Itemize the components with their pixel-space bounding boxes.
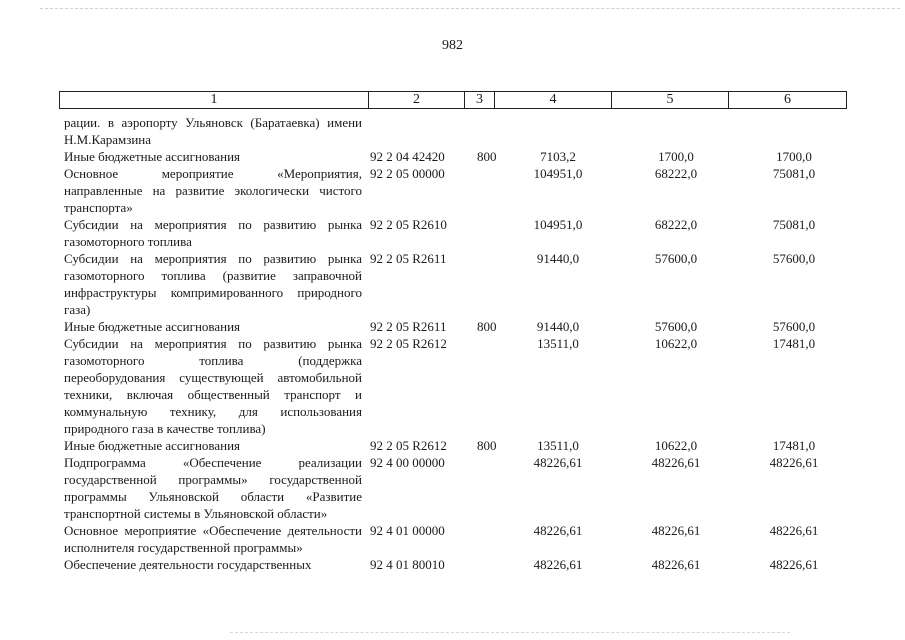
row-code: 92 2 05 R2610 bbox=[370, 217, 447, 232]
row-code: 92 2 04 42420 bbox=[370, 149, 445, 164]
row-name: Субсидии на мероприятия по развитию рынка газомоторного топлива bbox=[64, 217, 362, 249]
header-col-3: 3 bbox=[465, 92, 495, 108]
row-value-col5: 57600,0 bbox=[654, 319, 698, 334]
table-row bbox=[64, 250, 854, 318]
row-value-col6: 17481,0 bbox=[772, 438, 816, 453]
row-value-col6: 75081,0 bbox=[772, 166, 816, 181]
row-value-col6: 17481,0 bbox=[772, 336, 816, 351]
row-code: 92 2 05 00000 bbox=[370, 166, 445, 181]
row-name: Субсидии на мероприятия по развитию рынка газомоторного топлива (поддержка переоборудования существующей автомобильной техники, включая общественный транспорт и коммунальную технику, для использования природного газа в качестве топлива) bbox=[64, 336, 362, 436]
row-code: 92 4 00 00000 bbox=[370, 455, 445, 470]
row-value-col6: 48226,61 bbox=[769, 455, 819, 470]
row-value-col5: 68222,0 bbox=[654, 217, 698, 232]
table-row bbox=[64, 165, 854, 216]
row-name: рации. в аэропорту Ульяновск (Баратаевка) имени Н.М.Карамзина bbox=[64, 115, 362, 147]
row-value-col4: 48226,61 bbox=[533, 523, 583, 538]
row-value-col5: 1700,0 bbox=[658, 149, 694, 164]
table-row bbox=[64, 318, 854, 335]
row-value-col4: 91440,0 bbox=[536, 319, 580, 334]
table-header bbox=[59, 91, 847, 109]
row-code: 92 2 05 R2612 bbox=[370, 438, 447, 453]
row-value-col4: 104951,0 bbox=[533, 217, 583, 232]
scan-artifact-bottom bbox=[230, 632, 790, 633]
row-name: Основное мероприятие «Обеспечение деятельности исполнителя государственной программы» bbox=[64, 523, 362, 555]
row-name: Субсидии на мероприятия по развитию рынка газомоторного топлива (развитие заправочной инфраструктуры компримированного природного газа) bbox=[64, 251, 362, 317]
row-value-col4: 48226,61 bbox=[533, 557, 583, 572]
scan-artifact-top bbox=[40, 8, 900, 9]
row-value-col6: 48226,61 bbox=[769, 557, 819, 572]
row-value-col4: 48226,61 bbox=[533, 455, 583, 470]
row-code: 92 2 05 R2611 bbox=[370, 319, 447, 334]
row-value-col6: 57600,0 bbox=[772, 319, 816, 334]
row-code: 92 4 01 00000 bbox=[370, 523, 445, 538]
table-row bbox=[64, 148, 854, 165]
table-row bbox=[64, 114, 854, 148]
table-row bbox=[64, 556, 854, 573]
row-value-col6: 75081,0 bbox=[772, 217, 816, 232]
row-value-col4: 104951,0 bbox=[533, 166, 583, 181]
row-name: Иные бюджетные ассигнования bbox=[64, 319, 241, 334]
row-value-col5: 48226,61 bbox=[651, 557, 701, 572]
row-value-col6: 57600,0 bbox=[772, 251, 816, 266]
table-row bbox=[64, 335, 854, 437]
table-row bbox=[64, 522, 854, 556]
row-value-col5: 48226,61 bbox=[651, 455, 701, 470]
row-vr: 800 bbox=[477, 319, 497, 334]
row-value-col5: 10622,0 bbox=[654, 336, 698, 351]
row-value-col4: 91440,0 bbox=[536, 251, 580, 266]
row-vr: 800 bbox=[477, 149, 497, 164]
table-row bbox=[64, 216, 854, 250]
row-value-col6: 1700,0 bbox=[776, 149, 812, 164]
row-name: Иные бюджетные ассигнования bbox=[64, 149, 241, 164]
row-value-col5: 10622,0 bbox=[654, 438, 698, 453]
row-name: Иные бюджетные ассигнования bbox=[64, 438, 241, 453]
header-col-4: 4 bbox=[495, 92, 612, 108]
row-code: 92 2 05 R2612 bbox=[370, 336, 447, 351]
row-code: 92 2 05 R2611 bbox=[370, 251, 447, 266]
table-row bbox=[64, 437, 854, 454]
row-value-col5: 57600,0 bbox=[654, 251, 698, 266]
row-value-col4: 7103,2 bbox=[540, 149, 576, 164]
row-name: Подпрограмма «Обеспечение реализации государственной программы» государственной программы Ульяновской области «Развитие транспортной системы в Ульяновской области» bbox=[64, 455, 362, 521]
header-col-6: 6 bbox=[784, 92, 791, 107]
row-name: Обеспечение деятельности государственных bbox=[64, 557, 312, 572]
table-body bbox=[64, 114, 854, 573]
row-value-col5: 48226,61 bbox=[651, 523, 701, 538]
header-col-2: 2 bbox=[369, 92, 465, 108]
row-name: Основное мероприятие «Мероприятия, направленные на развитие экологически чистого транспорта» bbox=[64, 166, 362, 215]
header-col-1: 1 bbox=[60, 92, 369, 108]
row-vr: 800 bbox=[477, 438, 497, 453]
table-row bbox=[64, 454, 854, 522]
row-value-col6: 48226,61 bbox=[769, 523, 819, 538]
row-value-col5: 68222,0 bbox=[654, 166, 698, 181]
row-code: 92 4 01 80010 bbox=[370, 557, 445, 572]
row-value-col4: 13511,0 bbox=[537, 438, 579, 453]
row-value-col4: 13511,0 bbox=[537, 336, 579, 351]
header-col-5: 5 bbox=[612, 92, 729, 108]
page-number: 982 bbox=[442, 38, 463, 53]
